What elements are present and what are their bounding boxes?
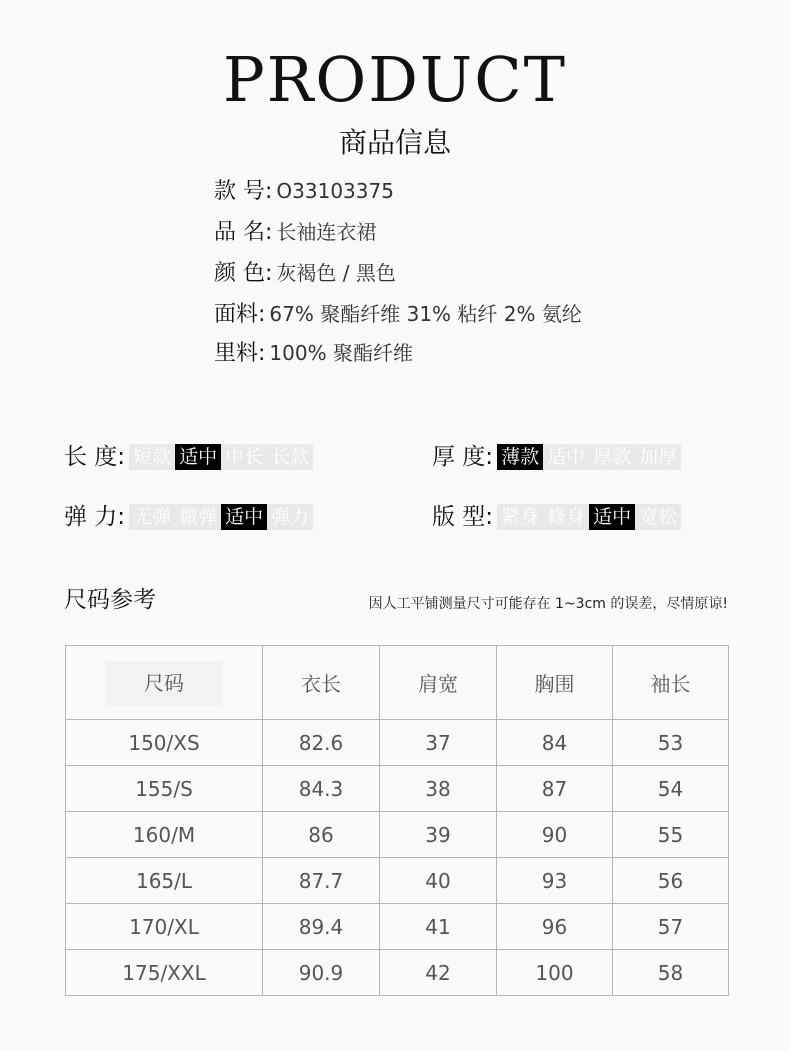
scale-option-selected: 适中 [175, 444, 221, 470]
size-section-note: 因人工平铺测量尺寸可能存在 1~3cm 的误差，尽情原谅! [368, 596, 728, 612]
attribute-elasticity [64, 501, 313, 531]
table-cell: 87 [497, 766, 613, 812]
scale-option-selected: 适中 [221, 504, 267, 530]
table-cell: 165/L [66, 858, 263, 904]
table-cell: 90 [497, 812, 613, 858]
size-table [65, 645, 729, 996]
column-header-chest: 胸围 [497, 646, 613, 720]
scale-option: 修身 [547, 505, 586, 528]
attribute-scale [497, 504, 681, 530]
info-value: 灰褐色 / 黑色 [276, 261, 396, 285]
info-row-style-number [214, 174, 394, 208]
attribute-label: 版 型: [432, 503, 494, 530]
table-row [66, 812, 729, 858]
column-header-label: 尺码 [105, 661, 223, 705]
info-row-fabric [214, 297, 582, 331]
scale-option-selected: 适中 [589, 504, 635, 530]
page-title: PRODUCT [223, 43, 567, 116]
table-cell: 86 [263, 812, 380, 858]
table-cell: 100 [497, 950, 613, 996]
column-header-length: 衣长 [263, 646, 380, 720]
table-cell: 54 [613, 766, 729, 812]
table-header-row [66, 646, 729, 720]
column-header-sleeve: 袖长 [613, 646, 729, 720]
table-cell: 38 [380, 766, 497, 812]
scale-option: 无弹 [133, 505, 172, 528]
table-cell: 41 [380, 904, 497, 950]
info-key: 面料: [214, 302, 266, 327]
table-cell: 40 [380, 858, 497, 904]
table-cell: 58 [613, 950, 729, 996]
info-key: 颜 色: [214, 261, 273, 286]
info-value: 长袖连衣裙 [276, 220, 377, 244]
table-cell: 42 [380, 950, 497, 996]
table-cell: 56 [613, 858, 729, 904]
scale-option-selected: 薄款 [497, 444, 543, 470]
scale-option: 短款 [133, 445, 172, 468]
attribute-label: 厚 度: [432, 443, 494, 470]
column-header-size [66, 646, 263, 720]
scale-option: 厚款 [593, 445, 632, 468]
table-cell: 90.9 [263, 950, 380, 996]
page-subtitle: 商品信息 [338, 126, 451, 159]
attribute-label: 弹 力: [64, 503, 126, 530]
scale-option: 微弹 [179, 505, 218, 528]
size-section-title: 尺码参考 [64, 587, 156, 613]
scale-option: 加厚 [639, 445, 678, 468]
table-row [66, 720, 729, 766]
table-cell: 155/S [66, 766, 263, 812]
attribute-scale [129, 444, 313, 470]
table-cell: 55 [613, 812, 729, 858]
table-cell: 89.4 [263, 904, 380, 950]
table-cell: 160/M [66, 812, 263, 858]
table-cell: 53 [613, 720, 729, 766]
table-row [66, 950, 729, 996]
table-cell: 84.3 [263, 766, 380, 812]
table-row [66, 766, 729, 812]
table-cell: 96 [497, 904, 613, 950]
table-cell: 87.7 [263, 858, 380, 904]
table-cell: 93 [497, 858, 613, 904]
scale-option: 适中 [547, 445, 586, 468]
info-key: 款 号: [214, 179, 273, 204]
table-row [66, 858, 729, 904]
table-cell: 175/XXL [66, 950, 263, 996]
info-key: 里料: [214, 341, 266, 366]
info-row-product-name [214, 215, 376, 249]
info-value: O33103375 [276, 179, 394, 203]
table-cell: 82.6 [263, 720, 380, 766]
scale-option: 弹力 [271, 505, 310, 528]
info-key: 品 名: [214, 220, 273, 245]
scale-option: 紧身 [501, 505, 540, 528]
info-value: 100% 聚酯纤维 [269, 341, 413, 365]
scale-option: 宽松 [639, 505, 678, 528]
info-row-lining [214, 336, 413, 370]
scale-option: 长款 [271, 445, 310, 468]
info-value: 67% 聚酯纤维 31% 粘纤 2% 氨纶 [269, 302, 582, 326]
column-header-shoulder: 肩宽 [380, 646, 497, 720]
table-cell: 57 [613, 904, 729, 950]
scale-option: 中长 [225, 445, 264, 468]
attribute-scale [129, 504, 313, 530]
attribute-length [64, 441, 313, 471]
table-row [66, 904, 729, 950]
attribute-fit [432, 501, 681, 531]
attribute-label: 长 度: [64, 443, 126, 470]
table-cell: 84 [497, 720, 613, 766]
table-cell: 37 [380, 720, 497, 766]
attribute-thickness [432, 441, 681, 471]
table-cell: 150/XS [66, 720, 263, 766]
table-cell: 170/XL [66, 904, 263, 950]
attribute-scale [497, 444, 681, 470]
info-row-color [214, 256, 396, 290]
table-cell: 39 [380, 812, 497, 858]
